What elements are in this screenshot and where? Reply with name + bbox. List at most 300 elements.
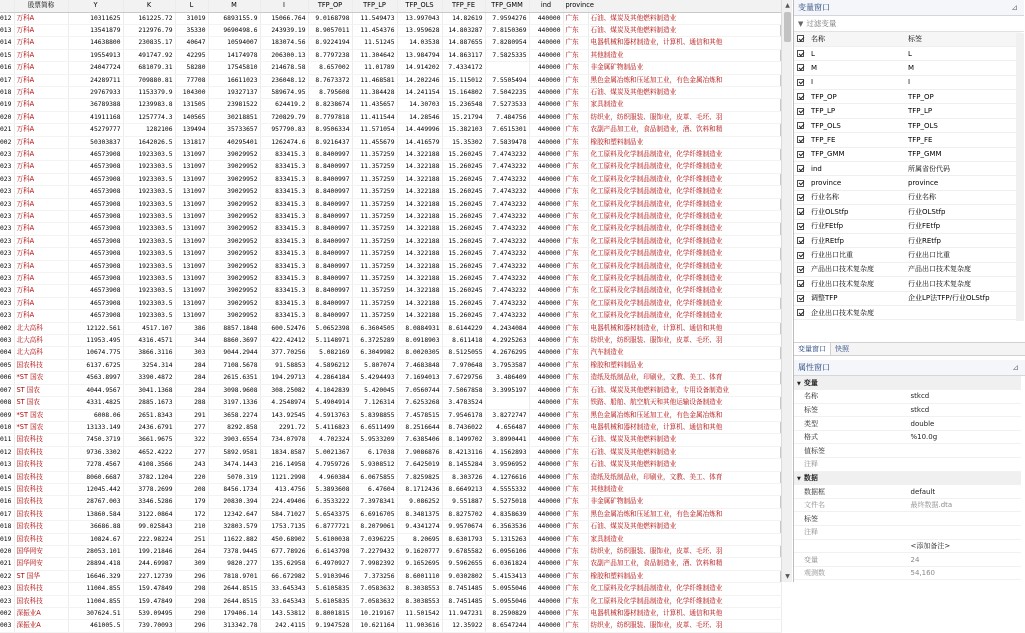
table-cell[interactable]: 11.357259 (352, 173, 397, 185)
table-cell[interactable]: 纺织业，纺织服装、服饰业，皮革、毛坯、羽 (588, 111, 781, 123)
table-cell[interactable]: 3390.4872 (123, 372, 175, 384)
table-cell[interactable]: 8.6001110 (397, 570, 442, 582)
table-cell[interactable]: 46573908 (68, 148, 123, 160)
table-cell[interactable]: 440000 (529, 533, 563, 545)
table-cell[interactable]: 4.5555332 (485, 483, 529, 495)
table-cell[interactable]: 296 (175, 570, 208, 582)
table-cell[interactable]: 422.42412 (260, 335, 308, 347)
table-cell[interactable]: 11.51245 (352, 37, 397, 49)
table-cell[interactable]: 15.260245 (442, 223, 485, 235)
variable-checkbox[interactable] (794, 118, 808, 132)
table-cell[interactable]: 广东 (563, 583, 588, 595)
table-cell[interactable]: 131097 (175, 211, 208, 223)
table-cell[interactable]: 42295 (175, 49, 208, 61)
table-cell[interactable]: 131097 (175, 235, 208, 247)
table-cell[interactable]: 化工原料及化学制品制造业，化学纤维制造业 (588, 148, 781, 160)
table-row[interactable] (0, 421, 781, 433)
variable-checkbox[interactable] (794, 262, 808, 276)
table-cell[interactable]: 39029952 (208, 310, 260, 322)
variable-row[interactable] (794, 104, 1021, 118)
table-cell[interactable]: 8.7797818 (308, 111, 352, 123)
table-cell[interactable]: 2436.6791 (123, 421, 175, 433)
table-cell[interactable]: 1923303.5 (123, 260, 175, 272)
table-cell[interactable]: 国农科技 (14, 446, 68, 458)
table-cell[interactable]: 491747.92 (123, 49, 175, 61)
table-cell[interactable]: 131097 (175, 148, 208, 160)
table-cell[interactable]: 023 (0, 148, 14, 160)
table-cell[interactable]: 15.21794 (442, 111, 485, 123)
table-cell[interactable]: 589674.95 (260, 86, 308, 98)
table-cell[interactable]: 11004.855 (68, 583, 123, 595)
table-cell[interactable]: 8.6649213 (442, 483, 485, 495)
column-header[interactable]: TFP_OP (308, 0, 352, 12)
table-cell[interactable]: 39029952 (208, 198, 260, 210)
table-cell[interactable]: 7450.3719 (68, 434, 123, 446)
table-cell[interactable]: 9.5962655 (442, 558, 485, 570)
table-cell[interactable]: 7108.5678 (208, 359, 260, 371)
table-cell[interactable]: 12045.442 (68, 483, 123, 495)
table-cell[interactable]: 广东 (563, 384, 588, 396)
table-cell[interactable]: 11.01789 (352, 62, 397, 74)
table-cell[interactable]: 1923303.5 (123, 161, 175, 173)
table-cell[interactable]: 440000 (529, 37, 563, 49)
table-cell[interactable]: 黑色金属冶炼和压延加工业，有色金属冶炼和 (588, 74, 781, 86)
variable-filter[interactable] (794, 16, 1024, 32)
table-cell[interactable]: 1153379.9 (123, 86, 175, 98)
table-cell[interactable]: 化工原料及化学制品制造业，化学纤维制造业 (588, 260, 781, 272)
column-header[interactable]: TFP_FE (442, 0, 485, 12)
table-cell[interactable]: 8.7436022 (442, 421, 485, 433)
table-cell[interactable]: 440000 (529, 471, 563, 483)
table-cell[interactable]: 208 (175, 483, 208, 495)
table-cell[interactable]: 3.4783524 (442, 397, 485, 409)
table-cell[interactable]: 7.4743232 (485, 198, 529, 210)
table-row[interactable] (0, 483, 781, 495)
table-cell[interactable]: 7.4743232 (485, 161, 529, 173)
table-cell[interactable]: 210 (175, 521, 208, 533)
variable-row[interactable] (794, 205, 1021, 219)
table-cell[interactable]: 7818.9701 (208, 570, 260, 582)
table-cell[interactable]: 电器机械和器材制造业，计算机、通信和其他 (588, 37, 781, 49)
table-cell[interactable]: 41911168 (68, 111, 123, 123)
property-value[interactable]: 最终数据.dta (908, 498, 1022, 512)
property-value[interactable] (908, 444, 1022, 458)
table-cell[interactable]: 1121.2998 (260, 471, 308, 483)
table-cell[interactable]: 5.6100038 (308, 533, 352, 545)
variables-col-label[interactable]: 标签 (905, 32, 1021, 46)
table-cell[interactable]: 833415.3 (260, 260, 308, 272)
table-cell[interactable]: 23981522 (208, 99, 260, 111)
table-cell[interactable]: 3.8272747 (485, 409, 529, 421)
table-cell[interactable]: 8060.6687 (68, 471, 123, 483)
scroll-up-icon[interactable]: ▲ (785, 2, 790, 9)
table-cell[interactable]: 电器机械和器材制造业，计算机、通信和其他 (588, 322, 781, 334)
table-cell[interactable]: 322 (175, 434, 208, 446)
table-cell[interactable]: 288 (175, 397, 208, 409)
table-cell[interactable]: 广东 (563, 409, 588, 421)
table-cell[interactable]: 家具制造业 (588, 533, 781, 545)
table-cell[interactable]: 5.6105835 (308, 583, 352, 595)
table-cell[interactable]: 8.8400997 (308, 273, 352, 285)
table-row[interactable] (0, 297, 781, 309)
table-cell[interactable]: 8.8001815 (308, 608, 352, 620)
table-cell[interactable]: 6.3725289 (352, 335, 397, 347)
table-cell[interactable]: 广东 (563, 496, 588, 508)
table-cell[interactable]: 汽车制造业 (588, 347, 781, 359)
table-cell[interactable]: 广东 (563, 111, 588, 123)
table-cell[interactable]: 万科A (14, 49, 68, 61)
table-cell[interactable]: 5.8398855 (352, 409, 397, 421)
table-cell[interactable]: 广东 (563, 570, 588, 582)
table-cell[interactable]: 277 (175, 421, 208, 433)
table-cell[interactable]: 1753.7135 (260, 521, 308, 533)
table-cell[interactable]: 242.4115 (260, 620, 308, 632)
table-cell[interactable]: 017 (0, 508, 14, 520)
table-cell[interactable]: 440000 (529, 583, 563, 595)
table-cell[interactable]: 1923303.5 (123, 173, 175, 185)
table-cell[interactable]: 其他制造业 (588, 483, 781, 495)
variable-row[interactable] (794, 90, 1021, 104)
table-cell[interactable]: 3.8990441 (485, 434, 529, 446)
table-cell[interactable]: 4.2864184 (308, 372, 352, 384)
table-cell[interactable]: 9690498.6 (208, 24, 260, 36)
table-cell[interactable]: 广东 (563, 347, 588, 359)
table-row[interactable] (0, 74, 781, 86)
table-cell[interactable]: 236048.12 (260, 74, 308, 86)
table-cell[interactable]: 277 (175, 446, 208, 458)
table-cell[interactable]: 4.2925263 (485, 335, 529, 347)
table-cell[interactable]: 006 (0, 372, 14, 384)
table-cell[interactable]: 13.959628 (397, 24, 442, 36)
variable-checkbox[interactable] (794, 305, 808, 319)
table-cell[interactable]: 广东 (563, 620, 588, 632)
variable-checkbox[interactable] (794, 219, 808, 233)
table-cell[interactable]: 15.260245 (442, 148, 485, 160)
table-cell[interactable]: 4652.4222 (123, 446, 175, 458)
property-row[interactable] (794, 512, 1021, 526)
table-cell[interactable]: 28053.101 (68, 545, 123, 557)
table-cell[interactable]: 440000 (529, 521, 563, 533)
property-value[interactable]: stkcd (908, 403, 1022, 417)
table-cell[interactable]: 9.6785582 (442, 545, 485, 557)
table-cell[interactable]: 344 (175, 335, 208, 347)
table-cell[interactable]: 广东 (563, 148, 588, 160)
table-cell[interactable]: 9044.2944 (208, 347, 260, 359)
table-cell[interactable]: 8860.3697 (208, 335, 260, 347)
table-cell[interactable]: 广东 (563, 508, 588, 520)
table-cell[interactable]: 833415.3 (260, 186, 308, 198)
table-cell[interactable]: 广东 (563, 558, 588, 570)
variable-row[interactable] (794, 248, 1021, 262)
table-cell[interactable]: 广东 (563, 359, 588, 371)
table-cell[interactable]: 7.5042235 (485, 86, 529, 98)
table-cell[interactable]: 5.807074 (352, 359, 397, 371)
table-cell[interactable]: 002 (0, 608, 14, 620)
table-cell[interactable]: 纺织业，纺织服装、服饰业，皮革、毛坯、羽 (588, 620, 781, 632)
table-row[interactable] (0, 62, 781, 74)
variables-col-name[interactable]: 名称 (808, 32, 905, 46)
table-cell[interactable]: 4563.8997 (68, 372, 123, 384)
table-cell[interactable]: 440000 (529, 124, 563, 136)
table-cell[interactable]: 539.09495 (123, 608, 175, 620)
table-cell[interactable]: 广东 (563, 74, 588, 86)
table-cell[interactable]: 13.984794 (397, 49, 442, 61)
table-cell[interactable]: 172 (175, 508, 208, 520)
table-cell[interactable]: 386 (175, 322, 208, 334)
table-row[interactable] (0, 99, 781, 111)
table-row[interactable] (0, 86, 781, 98)
table-cell[interactable]: 2291.72 (260, 421, 308, 433)
table-cell[interactable]: 7.5505494 (485, 74, 529, 86)
table-cell[interactable]: 广东 (563, 24, 588, 36)
table-cell[interactable]: 广东 (563, 335, 588, 347)
table-cell[interactable]: 016 (0, 496, 14, 508)
grid-vertical-scrollbar[interactable] (781, 0, 792, 582)
table-cell[interactable]: 15.260245 (442, 260, 485, 272)
table-cell[interactable]: 28894.418 (68, 558, 123, 570)
table-cell[interactable]: 广东 (563, 533, 588, 545)
table-cell[interactable]: 10.621164 (352, 620, 397, 632)
table-cell[interactable]: 440000 (529, 173, 563, 185)
table-cell[interactable]: 3.486409 (485, 372, 529, 384)
table-cell[interactable]: 8.3038553 (397, 595, 442, 607)
table-cell[interactable]: 橡胶和塑料制品业 (588, 570, 781, 582)
table-cell[interactable]: 005 (0, 359, 14, 371)
variable-checkbox[interactable] (794, 277, 808, 291)
table-cell[interactable]: 14.322188 (397, 186, 442, 198)
table-cell[interactable]: 5.4904914 (308, 397, 352, 409)
table-cell[interactable]: 1923303.5 (123, 235, 175, 247)
table-cell[interactable]: 8.657002 (308, 62, 352, 74)
table-cell[interactable]: 023 (0, 285, 14, 297)
table-cell[interactable]: 14.28546 (397, 111, 442, 123)
table-cell[interactable]: 4.656487 (485, 421, 529, 433)
table-cell[interactable]: 291 (175, 409, 208, 421)
table-cell[interactable]: 461005.5 (68, 620, 123, 632)
table-row[interactable] (0, 583, 781, 595)
column-header[interactable]: province (563, 0, 588, 12)
table-cell[interactable]: 46573908 (68, 235, 123, 247)
table-cell[interactable]: 8.5125055 (442, 347, 485, 359)
table-cell[interactable]: 万科A (14, 297, 68, 309)
column-header[interactable]: TFP_LP (352, 0, 397, 12)
column-header[interactable]: M (208, 0, 260, 12)
table-cell[interactable]: 4.2676295 (485, 347, 529, 359)
table-cell[interactable]: 140565 (175, 111, 208, 123)
table-cell[interactable]: 北大高科 (14, 322, 68, 334)
table-cell[interactable]: 8857.1848 (208, 322, 260, 334)
table-cell[interactable]: 14638800 (68, 37, 123, 49)
table-row[interactable] (0, 620, 781, 632)
table-cell[interactable]: 7.5067858 (442, 384, 485, 396)
table-cell[interactable]: 6.0675855 (352, 471, 397, 483)
table-cell[interactable]: 440000 (529, 508, 563, 520)
table-cell[interactable]: 624419.2 (260, 99, 308, 111)
table-cell[interactable]: 5.3893608 (308, 483, 352, 495)
table-cell[interactable]: 6893155.9 (208, 12, 260, 24)
table-cell[interactable]: 104300 (175, 86, 208, 98)
table-cell[interactable]: 14.322188 (397, 285, 442, 297)
table-cell[interactable]: 7.4743232 (485, 186, 529, 198)
table-cell[interactable]: 307624.51 (68, 608, 123, 620)
column-header[interactable]: ind (529, 0, 563, 12)
property-row[interactable] (794, 444, 1021, 458)
table-cell[interactable]: 6008.06 (68, 409, 123, 421)
table-cell[interactable]: 15.260245 (442, 273, 485, 285)
variable-row[interactable] (794, 305, 1021, 319)
table-cell[interactable]: 251 (175, 533, 208, 545)
table-cell[interactable]: 3658.2274 (208, 409, 260, 421)
table-cell[interactable]: 广东 (563, 297, 588, 309)
table-row[interactable] (0, 186, 781, 198)
variable-checkbox[interactable] (794, 46, 808, 60)
table-cell[interactable]: 石油、煤炭及其他燃料制造业，专用设备制造业 (588, 384, 781, 396)
table-cell[interactable]: 14.322188 (397, 235, 442, 247)
table-cell[interactable]: 5.0955046 (485, 595, 529, 607)
table-cell[interactable]: 131097 (175, 161, 208, 173)
property-value[interactable]: stkcd (908, 390, 1022, 404)
table-row[interactable] (0, 211, 781, 223)
table-cell[interactable]: 440000 (529, 148, 563, 160)
table-cell[interactable]: 5.9533209 (352, 434, 397, 446)
table-row[interactable] (0, 49, 781, 61)
table-cell[interactable]: 万科A (14, 12, 68, 24)
table-cell[interactable]: 159.47849 (123, 595, 175, 607)
table-cell[interactable]: 833415.3 (260, 161, 308, 173)
table-cell[interactable]: 11.357259 (352, 235, 397, 247)
table-cell[interactable]: 石油、煤炭及其他燃料制造业 (588, 446, 781, 458)
table-cell[interactable]: 6.17038 (352, 446, 397, 458)
table-cell[interactable]: 7.1694013 (397, 372, 442, 384)
table-cell[interactable]: 5.0652398 (308, 322, 352, 334)
property-row[interactable] (794, 526, 1021, 540)
tab-snapshots[interactable]: 快照 (835, 345, 849, 353)
table-row[interactable] (0, 37, 781, 49)
table-cell[interactable]: 2644.8515 (208, 583, 260, 595)
table-cell[interactable]: 4044.9567 (68, 384, 123, 396)
table-cell[interactable]: 9.086252 (397, 496, 442, 508)
table-cell[interactable]: 440000 (529, 223, 563, 235)
table-cell[interactable]: 018 (0, 521, 14, 533)
table-cell[interactable]: 广东 (563, 86, 588, 98)
table-cell[interactable]: 159.47849 (123, 583, 175, 595)
table-cell[interactable]: 46573908 (68, 310, 123, 322)
table-cell[interactable]: 5.0021367 (308, 446, 352, 458)
table-cell[interactable]: 3197.1336 (208, 397, 260, 409)
table-cell[interactable]: 10824.67 (68, 533, 123, 545)
table-cell[interactable]: 023 (0, 235, 14, 247)
table-cell[interactable]: 3.7953587 (485, 359, 529, 371)
table-cell[interactable]: 其他制造业 (588, 49, 781, 61)
table-cell[interactable]: 9.1620777 (397, 545, 442, 557)
property-value[interactable]: double (908, 417, 1022, 431)
table-row[interactable] (0, 124, 781, 136)
table-cell[interactable]: 5.4153413 (485, 570, 529, 582)
table-cell[interactable]: 广东 (563, 37, 588, 49)
table-cell[interactable]: 农副产品加工业，食品制造业，酒、饮料和精 (588, 124, 781, 136)
table-cell[interactable]: 14.322188 (397, 161, 442, 173)
table-cell[interactable]: 8.9224194 (308, 37, 352, 49)
table-cell[interactable]: 833415.3 (260, 148, 308, 160)
table-cell[interactable]: 14.322188 (397, 198, 442, 210)
table-cell[interactable]: 019 (0, 99, 14, 111)
table-cell[interactable]: 广东 (563, 545, 588, 557)
table-cell[interactable]: 183074.56 (260, 37, 308, 49)
table-cell[interactable]: 14174978 (208, 49, 260, 61)
table-cell[interactable]: 5.420045 (352, 384, 397, 396)
table-cell[interactable]: 24289711 (68, 74, 123, 86)
table-cell[interactable]: 296 (175, 620, 208, 632)
table-cell[interactable]: 3254.314 (123, 359, 175, 371)
table-cell[interactable]: 广东 (563, 223, 588, 235)
table-row[interactable] (0, 533, 781, 545)
table-cell[interactable]: 440000 (529, 496, 563, 508)
table-cell[interactable]: 15.260245 (442, 310, 485, 322)
collapse-icon[interactable]: ▼ (797, 475, 801, 482)
table-cell[interactable]: 131097 (175, 260, 208, 272)
table-cell[interactable]: 广东 (563, 49, 588, 61)
table-cell[interactable]: 广东 (563, 595, 588, 607)
table-cell[interactable]: 39029952 (208, 223, 260, 235)
column-header-industry[interactable] (588, 0, 781, 12)
table-cell[interactable]: 7.484756 (485, 111, 529, 123)
variable-filter-input[interactable] (806, 19, 1006, 28)
table-cell[interactable]: 284 (175, 372, 208, 384)
table-row[interactable] (0, 545, 781, 557)
table-cell[interactable]: 39029952 (208, 297, 260, 309)
table-cell[interactable]: 7.0583632 (352, 595, 397, 607)
table-cell[interactable]: 9.4341274 (397, 521, 442, 533)
table-cell[interactable]: 290 (175, 608, 208, 620)
table-cell[interactable]: 7.0396225 (352, 533, 397, 545)
table-cell[interactable]: 8.8400997 (308, 186, 352, 198)
table-cell[interactable]: 017 (0, 74, 14, 86)
table-cell[interactable]: 1262474.6 (260, 136, 308, 148)
property-row[interactable] (794, 498, 1021, 512)
table-cell[interactable]: 4316.4571 (123, 335, 175, 347)
table-cell[interactable]: 015 (0, 483, 14, 495)
table-cell[interactable]: 万科A (14, 124, 68, 136)
table-cell[interactable]: 7.4743232 (485, 211, 529, 223)
table-cell[interactable]: 国华网安 (14, 545, 68, 557)
table-cell[interactable]: 833415.3 (260, 173, 308, 185)
table-cell[interactable]: 8.8275702 (442, 508, 485, 520)
table-cell[interactable]: 万科A (14, 186, 68, 198)
table-row[interactable] (0, 260, 781, 272)
table-cell[interactable]: 8.0918903 (397, 335, 442, 347)
table-cell[interactable]: 440000 (529, 570, 563, 582)
table-cell[interactable]: 298 (175, 583, 208, 595)
table-cell[interactable]: 15.35302 (442, 136, 485, 148)
table-cell[interactable]: 11.947231 (442, 608, 485, 620)
table-cell[interactable]: 313342.78 (208, 620, 260, 632)
table-cell[interactable]: 440000 (529, 273, 563, 285)
table-cell[interactable]: 020 (0, 545, 14, 557)
table-cell[interactable]: 14.322188 (397, 248, 442, 260)
table-cell[interactable]: 广东 (563, 161, 588, 173)
table-cell[interactable]: 11.357259 (352, 223, 397, 235)
table-cell[interactable]: 14.322188 (397, 310, 442, 322)
table-cell[interactable]: 6.3604505 (352, 322, 397, 334)
table-cell[interactable]: 35330 (175, 24, 208, 36)
table-cell[interactable]: 15.260245 (442, 198, 485, 210)
table-cell[interactable]: 15.260245 (442, 186, 485, 198)
table-row[interactable] (0, 235, 781, 247)
table-cell[interactable]: 243 (175, 459, 208, 471)
table-cell[interactable]: 1834.8587 (260, 446, 308, 458)
table-cell[interactable]: 7.9982392 (352, 558, 397, 570)
table-cell[interactable]: 11.357259 (352, 285, 397, 297)
